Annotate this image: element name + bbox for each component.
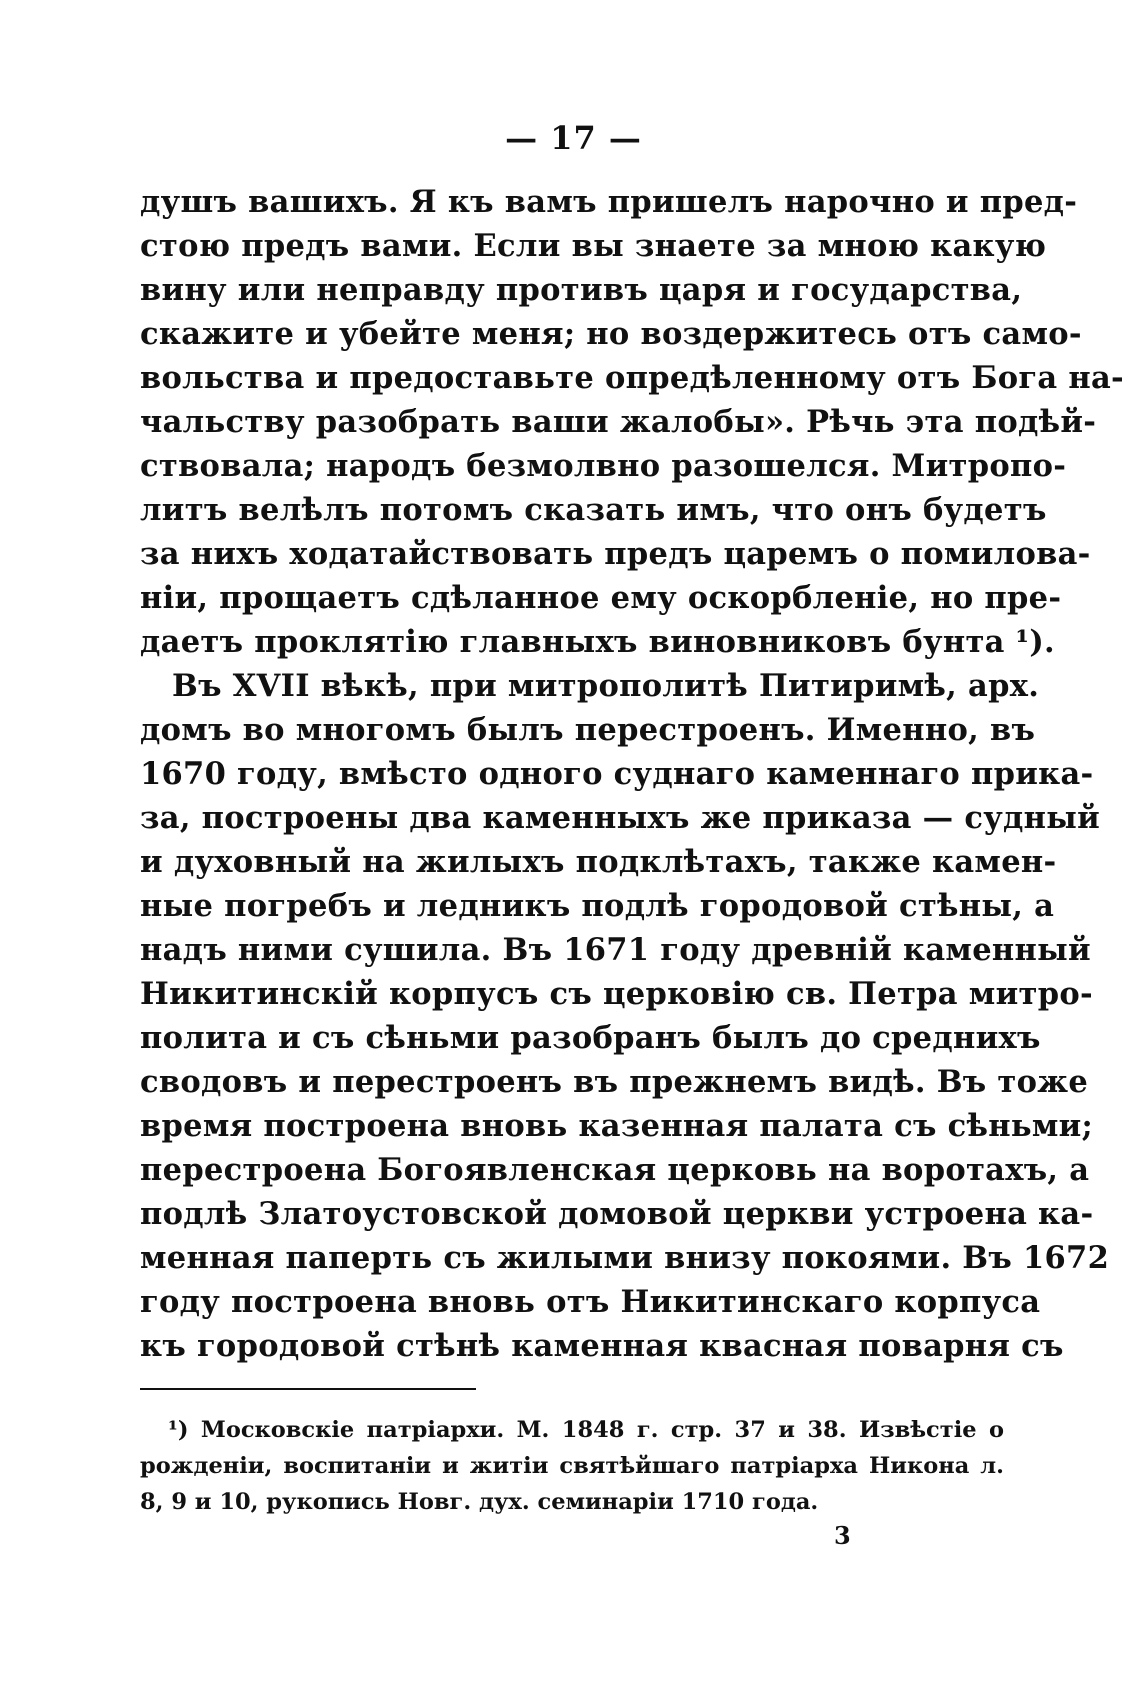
footnotes: [140, 1412, 1004, 1520]
body-line: ные погребъ и ледникъ подлѣ городовой стѣны, а: [140, 888, 1055, 924]
body-line: подлѣ Златоустовской домовой церкви устроена ка-: [140, 1196, 1094, 1232]
body-line: за, построены два каменныхъ же приказа — судный: [140, 800, 1101, 836]
footnote-divider: [140, 1388, 476, 1390]
body-line: нiи, прощаетъ сдѣланное ему оскорбленiе, но пре-: [140, 580, 1062, 616]
body-line: душъ вашихъ. Я къ вамъ пришелъ нарочно и пред-: [140, 184, 1078, 220]
body-line: домъ во многомъ былъ перестроенъ. Именно, въ: [140, 712, 1036, 748]
body-line: сводовъ и перестроенъ въ прежнемъ видѣ. Въ тоже: [140, 1064, 1089, 1100]
body-line: вину или неправду противъ царя и государства,: [140, 272, 1023, 308]
body-line: году построена вновь отъ Никитинскаго корпуса: [140, 1284, 1041, 1320]
body-line: даетъ проклятiю главныхъ виновниковъ бунта ¹).: [140, 624, 1055, 660]
body-line: надъ ними сушила. Въ 1671 году древнiй каменный: [140, 932, 1091, 968]
body-line: время построена вновь казенная палата съ сѣньми;: [140, 1108, 1094, 1144]
body-line: къ городовой стѣнѣ каменная квасная поварня съ: [140, 1328, 1064, 1364]
body-line: Никитинскiй корпусъ съ церковiю св. Петра митро-: [140, 976, 1093, 1012]
footnote-line: 8, 9 и 10, рукопись Новг. дух. семинарiи 1710 года.: [140, 1489, 819, 1515]
footnote-line: ¹) Московскiе патрiархи. М. 1848 г. стр. 37 и 38. Извѣстiе о: [168, 1417, 1004, 1443]
body-line: вольства и предоставьте опредѣленному отъ Бога на-: [140, 360, 1124, 396]
body-line: скажите и убейте меня; но воздержитесь отъ само-: [140, 316, 1082, 352]
body-line: чальству разобрать ваши жалобы». Рѣчь эта подѣй-: [140, 404, 1097, 440]
body-line: стою предъ вами. Если вы знаете за мною какую: [140, 228, 1047, 264]
footnote-line: рожденiи, воспитанiи и житiи святѣйшаго патрiарха Никона л.: [140, 1453, 1004, 1479]
page-number: — 17 —: [505, 119, 642, 157]
body-line: полита и съ сѣньми разобранъ былъ до среднихъ: [140, 1020, 1041, 1056]
paragraph-start-line: Въ XVII вѣкѣ, при митрополитѣ Питиримѣ, арх.: [172, 668, 1040, 704]
body-line: за нихъ ходатайствовать предъ царемъ о помилова-: [140, 536, 1091, 572]
body-line: литъ велѣлъ потомъ сказать имъ, что онъ будетъ: [140, 492, 1047, 528]
body-line: перестроена Богоявленская церковь на воротахъ, а: [140, 1152, 1090, 1188]
body-line: менная паперть съ жилыми внизу покоями. Въ 1672: [140, 1240, 1110, 1276]
body-line: 1670 году, вмѣсто одного суднаго каменнаго прика-: [140, 756, 1094, 792]
printer-signature-mark: 3: [834, 1521, 851, 1550]
body-line: и духовный на жилыхъ подклѣтахъ, также камен-: [140, 844, 1057, 880]
body-line: ствовала; народъ безмолвно разошелся. Митропо-: [140, 448, 1067, 484]
body-text: [140, 180, 1124, 1368]
